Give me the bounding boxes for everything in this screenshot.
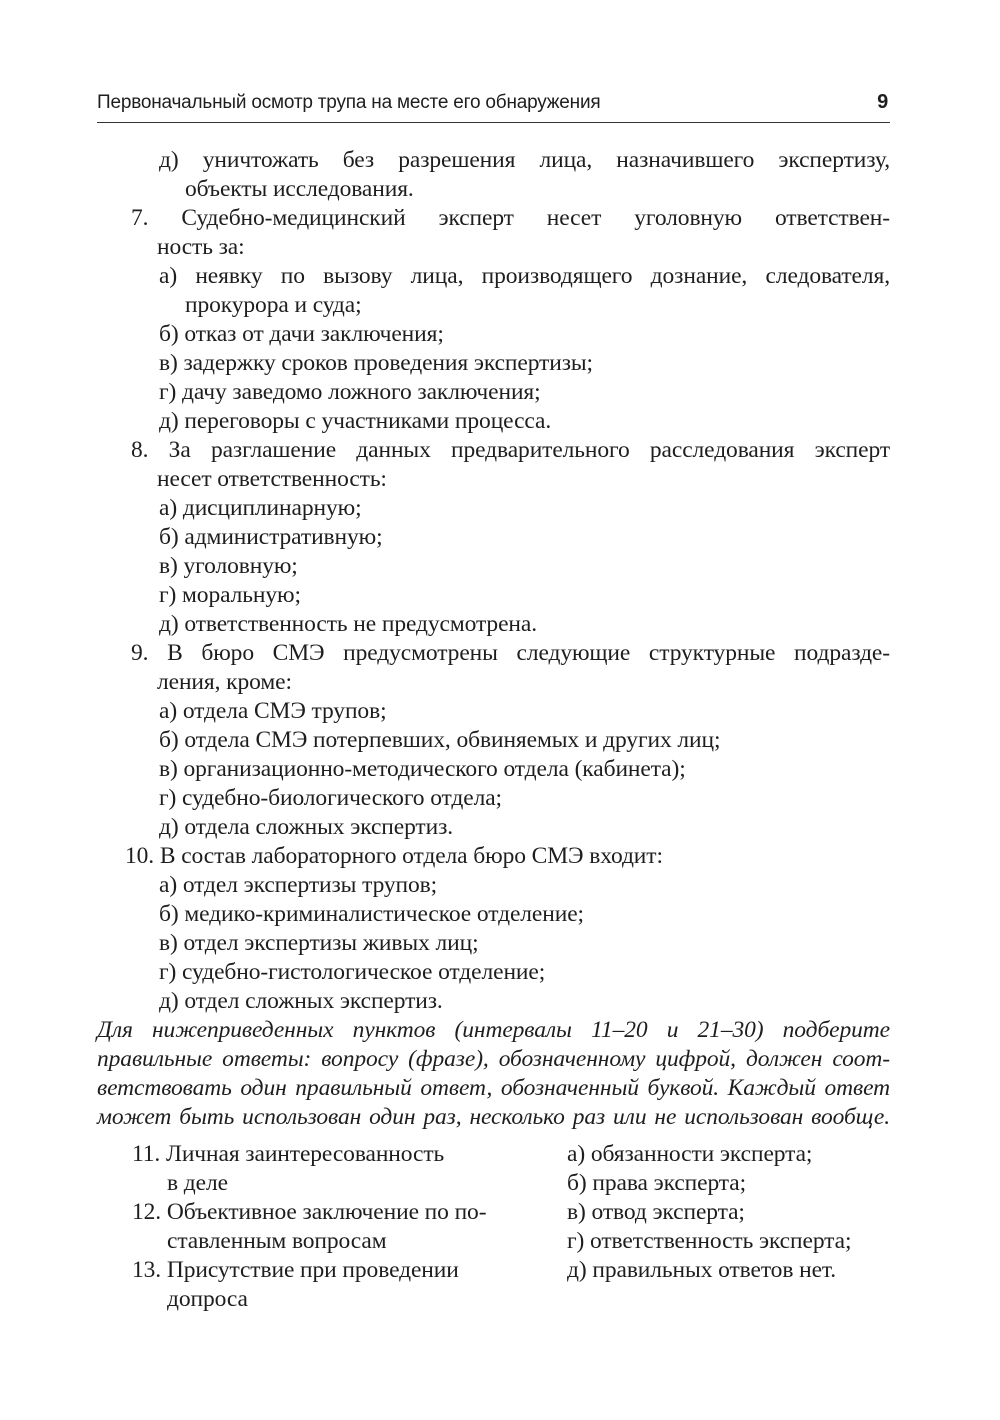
question-11: 11. Личная заинтересованность (132, 1141, 445, 1167)
answer-b: б) права эксперта; (567, 1170, 747, 1196)
matching-questions (132, 1140, 542, 1314)
instruction-line: может быть использован один раз, несколько раз или не использован вообще. (97, 1104, 890, 1130)
option-line: б) медико-криминалистическое отделение; (159, 901, 584, 927)
answer-d: г) ответственность эксперта; (567, 1228, 852, 1254)
option-line: д) переговоры с участниками процесса. (159, 408, 552, 434)
option-line: а) неявку по вызову лица, производящего дознание, следователя, (159, 263, 890, 289)
option-line: б) отдела СМЭ потерпевших, обвиняемых и других лиц; (159, 727, 721, 753)
answer-e: д) правильных ответов нет. (567, 1257, 837, 1283)
running-header-title: Первоначальный осмотр трупа на месте его обнаружения (97, 92, 601, 113)
option-line: б) отказ от дачи заключения; (159, 321, 444, 347)
option-line: в) организационно-методического отдела (кабинета); (159, 756, 686, 782)
option-line: г) моральную; (159, 582, 301, 608)
matching-answers (567, 1140, 897, 1285)
question-continuation: несет ответственность: (157, 466, 387, 492)
question-9: 9. В бюро СМЭ предусмотрены следующие структурные подразде- (131, 640, 890, 666)
question-continuation: ставленным вопросам (167, 1228, 387, 1254)
option-continuation: прокурора и суда; (185, 292, 362, 318)
option-line: в) отдел экспертизы живых лиц; (159, 930, 479, 956)
running-header (97, 88, 890, 123)
question-12: 12. Объективное заключение по по- (132, 1199, 487, 1225)
instruction-line: правильные ответы: вопросу (фразе), обозначенному цифрой, должен соот- (97, 1046, 890, 1072)
option-line: а) отдел экспертизы трупов; (159, 872, 438, 898)
option-line: д) отдел сложных экспертиз. (159, 988, 443, 1014)
matching-block (97, 1140, 890, 1314)
option-line: г) дачу заведомо ложного заключения; (159, 379, 541, 405)
option-continuation: объекты исследования. (185, 176, 414, 202)
page-number: 9 (877, 91, 888, 113)
question-continuation: в деле (167, 1170, 228, 1196)
question-13: 13. Присутствие при проведении (132, 1257, 459, 1283)
answer-a: а) обязанности эксперта; (567, 1141, 813, 1167)
answer-c: в) отвод эксперта; (567, 1199, 745, 1225)
option-line: г) судебно-гистологическое отделение; (159, 959, 546, 985)
option-line: б) административную; (159, 524, 383, 550)
question-continuation: допроса (167, 1286, 248, 1312)
option-line: д) уничтожать без разрешения лица, назначившего экспертизу, (159, 147, 890, 173)
option-line: в) уголовную; (159, 553, 298, 579)
option-line: в) задержку сроков проведения экспертизы; (159, 350, 593, 376)
option-line: д) отдела сложных экспертиз. (159, 814, 454, 840)
instruction-line: Для нижеприведенных пунктов (интервалы 11–20 и 21–30) подберите (97, 1017, 890, 1043)
option-line: а) дисциплинарную; (159, 495, 362, 521)
option-line: д) ответственность не предусмотрена. (159, 611, 537, 637)
question-continuation: ность за: (157, 234, 245, 260)
question-10: 10. В состав лабораторного отдела бюро СМЭ входит: (125, 843, 663, 869)
question-8: 8. За разглашение данных предварительного расследования эксперт (131, 437, 890, 463)
option-line: а) отдела СМЭ трупов; (159, 698, 387, 724)
page-body (97, 146, 890, 1314)
instruction-line: ветствовать один правильный ответ, обозначенный буквой. Каждый ответ (97, 1075, 890, 1101)
question-continuation: ления, кроме: (157, 669, 292, 695)
question-7: 7. Судебно-медицинский эксперт несет уголовную ответствен- (131, 205, 890, 231)
option-line: г) судебно-биологического отдела; (159, 785, 502, 811)
